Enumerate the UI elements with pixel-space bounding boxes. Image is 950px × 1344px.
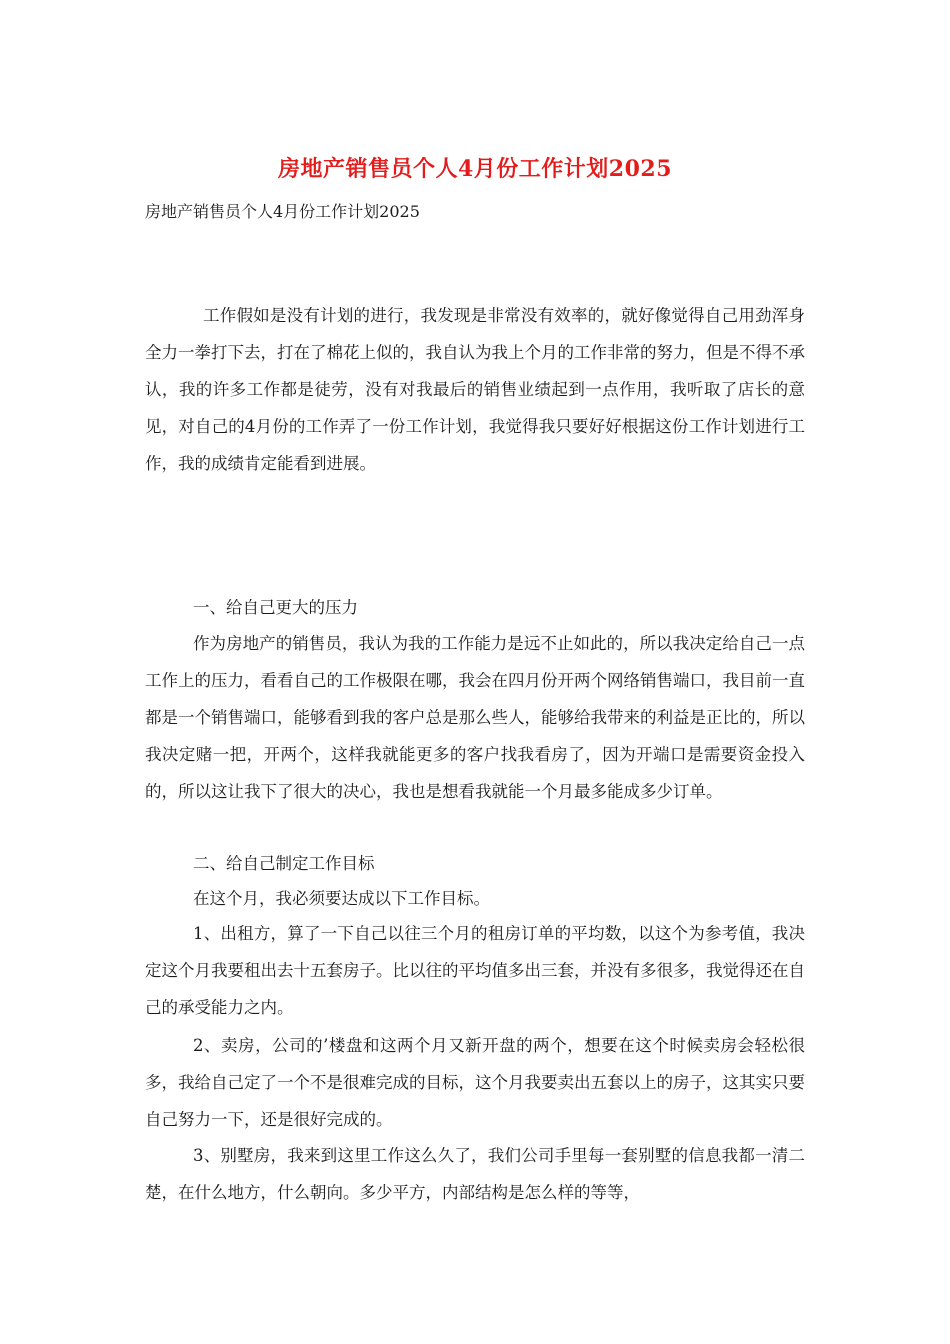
document-title: 房地产销售员个人4月份工作计划2025: [277, 156, 673, 182]
section-2-intro: 在这个月，我必须要达成以下工作目标。: [193, 889, 490, 908]
document-subtitle: 房地产销售员个人4月份工作计划2025: [145, 202, 420, 221]
section-2-heading: 二、给自己制定工作目标: [193, 854, 375, 873]
section-1-paragraph: 作为房地产的销售员，我认为我的工作能力是远不止如此的，所以我决定给自己一点工作上的压力，看看自己的工作极限在哪，我会在四月份开两个网络销售端口，我目前一直都是一个销售端口，能够看到我的客户总是那么些人，能够给我带来的利益是正比的，所以我决定赌一把，开两个，这样我就能更多的客户找我看房了，因为开端口是需要资金投入的，所以这让我下了很大的决心，我也是想看我就能一个月最多能成多少订单。: [145, 634, 805, 801]
goal-item-2: 2、卖房，公司的’楼盘和这两个月又新开盘的两个，想要在这个时候卖房会轻松很多，我给自己定了一个不是很难完成的目标，这个月我要卖出五套以上的房子，这其实只要自己努力一下，还是很好完成的。: [145, 1036, 805, 1129]
intro-paragraph: 工作假如是没有计划的进行，我发现是非常没有效率的，就好像觉得自己用劲浑身全力一拳打下去，打在了棉花上似的，我自认为我上个月的工作非常的努力，但是不得不承认，我的许多工作都是徒劳，没有对我最后的销售业绩起到一点作用，我听取了店长的意见，对自己的4月份的工作弄了一份工作计划，我觉得我只要好好根据这份工作计划进行工作，我的成绩肯定能看到进展。: [145, 306, 805, 473]
section-1-heading: 一、给自己更大的压力: [193, 598, 358, 617]
goal-item-3: 3、别墅房，我来到这里工作这么久了，我们公司手里每一套别墅的信息我都一清二楚，在什么地方，什么朝向。多少平方，内部结构是怎么样的等等，: [145, 1146, 805, 1202]
goal-item-1: 1、出租方，算了一下自己以往三个月的租房订单的平均数，以这个为参考值，我决定这个月我要租出去十五套房子。比以往的平均值多出三套，并没有多很多，我觉得还在自己的承受能力之内。: [145, 924, 805, 1017]
